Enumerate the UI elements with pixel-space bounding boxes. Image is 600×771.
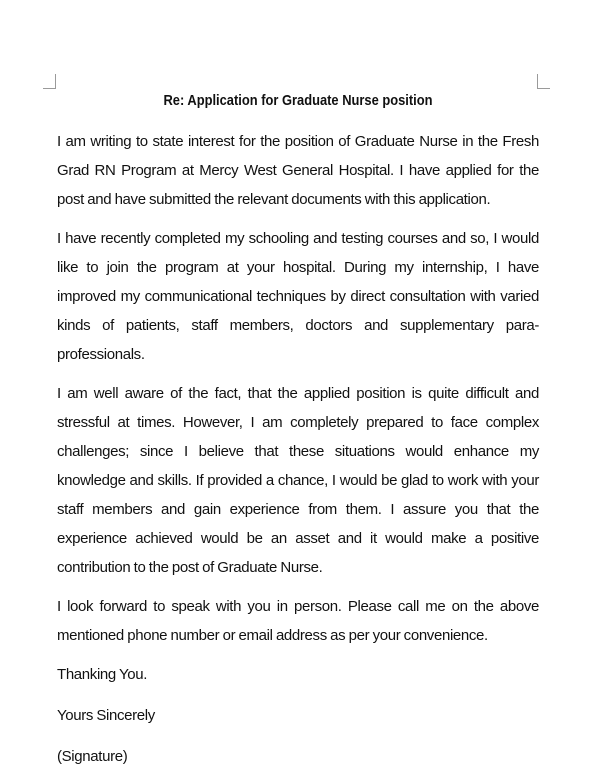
closing-thanks: Thanking You. xyxy=(57,666,148,683)
signature-line: (Signature) xyxy=(57,748,128,765)
letter-body xyxy=(57,91,539,771)
margin-corner-top-left xyxy=(43,74,56,89)
letter-subject: Re: Application for Graduate Nurse position xyxy=(163,92,433,109)
paragraph-intro: I am writing to state interest for the position of Graduate Nurse in the Fresh Grad RN Program at Mercy West General Hospital. I have applied for the post and have submitted the relevant documents with this application. xyxy=(57,133,539,208)
paragraph-contact: I look forward to speak with you in person. Please call me on the above mentioned phone number or email address as per your convenience. xyxy=(57,598,539,644)
paragraph-challenges: I am well aware of the fact, that the applied position is quite difficult and stressful at times. However, I am completely prepared to face complex challenges; since I believe that these situations would enhance my knowledge and skills. If provided a chance, I would be glad to work with your staff members and gain experience from them. I assure you that the experience achieved would be an asset and it would make a positive contribution to the post of Graduate Nurse. xyxy=(57,385,539,576)
closing-sincerely: Yours Sincerely xyxy=(57,707,155,724)
margin-corner-top-right xyxy=(537,74,550,89)
paragraph-experience: I have recently completed my schooling and testing courses and so, I would like to join the program at your hospital. During my internship, I have improved my communicational techniques by direct consultation with varied kinds of patients, staff members, doctors and supplementary para-professionals. xyxy=(57,230,539,363)
